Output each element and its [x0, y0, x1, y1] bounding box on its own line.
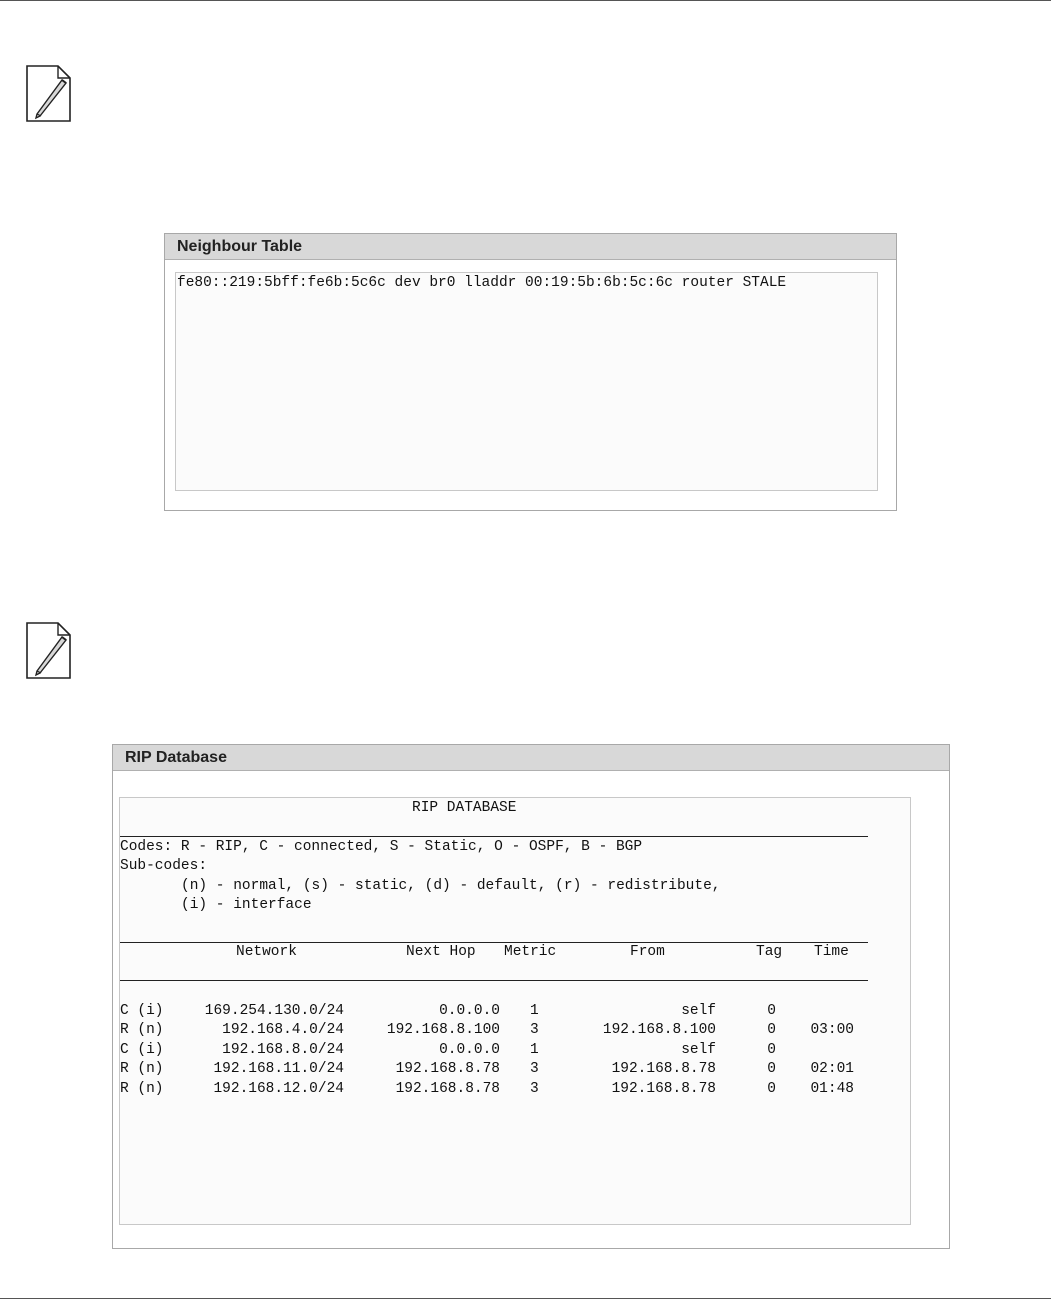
route-tag: 0	[767, 1022, 776, 1039]
route-next-hop: 0.0.0.0	[439, 1041, 500, 1058]
route-next-hop: 0.0.0.0	[439, 1002, 500, 1019]
rip-routes-table	[120, 1001, 854, 1099]
route-metric: 1	[530, 1002, 539, 1019]
subcodes-line: (i) - interface	[181, 897, 312, 913]
table-row	[120, 1040, 854, 1060]
rip-database-content	[120, 798, 870, 1099]
column-header	[120, 943, 236, 963]
route-tag: 0	[767, 1080, 776, 1097]
route-time: 03:00	[810, 1022, 854, 1039]
route-next-hop: 192.168.8.78	[395, 1061, 500, 1078]
table-header-row	[120, 943, 849, 963]
route-code: C (i)	[120, 1041, 164, 1058]
note-pencil-icon	[24, 621, 72, 681]
neighbour-entries	[176, 273, 877, 294]
route-time	[776, 1040, 854, 1060]
route-from: 192.168.8.78	[611, 1080, 716, 1097]
neighbour-entry: fe80::219:5bff:fe6b:5c6c dev br0 lladdr 00:19:5b:6b:5c:6c router STALE	[177, 275, 787, 291]
bottom-rule	[0, 1298, 1051, 1299]
table-row	[120, 1060, 854, 1080]
route-from: self	[681, 1041, 716, 1058]
route-from: 192.168.8.78	[611, 1061, 716, 1078]
column-header-next-hop: Next Hop	[406, 944, 476, 961]
route-network: 192.168.11.0/24	[213, 1061, 344, 1078]
route-next-hop: 192.168.8.78	[395, 1080, 500, 1097]
route-metric: 3	[530, 1022, 539, 1039]
rip-database-box	[119, 797, 911, 1225]
neighbour-table-box	[175, 272, 878, 491]
top-rule	[0, 0, 1051, 1]
neighbour-table-panel	[164, 233, 897, 511]
route-metric: 3	[530, 1080, 539, 1097]
route-network: 192.168.4.0/24	[222, 1022, 344, 1039]
route-tag: 0	[767, 1002, 776, 1019]
route-metric: 3	[530, 1061, 539, 1078]
subcodes-line: (n) - normal, (s) - static, (d) - default, (r) - redistribute,	[181, 877, 721, 894]
rip-database-panel	[112, 744, 950, 1249]
route-code: R (n)	[120, 1061, 164, 1078]
codes-line: Codes: R - RIP, C - connected, S - Static, O - OSPF, B - BGP	[120, 838, 643, 855]
route-tag: 0	[767, 1061, 776, 1078]
route-time	[776, 1001, 854, 1021]
route-from: 192.168.8.100	[602, 1022, 716, 1039]
rip-header-table	[120, 943, 849, 963]
column-header-from: From	[630, 944, 665, 961]
route-code: C (i)	[120, 1002, 164, 1019]
divider	[120, 836, 868, 837]
route-code: R (n)	[120, 1022, 164, 1039]
route-tag: 0	[767, 1041, 776, 1058]
column-header-network: Network	[236, 944, 297, 961]
panel-title: Neighbour Table	[165, 234, 896, 260]
route-metric: 1	[530, 1041, 539, 1058]
route-network: 169.254.130.0/24	[204, 1002, 344, 1019]
column-header-metric: Metric	[504, 944, 557, 961]
subcodes-label: Sub-codes:	[120, 858, 208, 874]
column-header-tag: Tag	[756, 944, 783, 961]
note-pencil-icon	[24, 64, 72, 124]
rip-heading: RIP DATABASE	[412, 800, 517, 816]
route-next-hop: 192.168.8.100	[386, 1022, 500, 1039]
table-row	[120, 1021, 854, 1041]
route-network: 192.168.12.0/24	[213, 1080, 344, 1097]
route-network: 192.168.8.0/24	[222, 1041, 344, 1058]
route-time: 01:48	[810, 1080, 854, 1097]
route-time: 02:01	[810, 1061, 854, 1078]
column-header-time: Time	[814, 944, 849, 961]
route-from: self	[681, 1002, 716, 1019]
route-code: R (n)	[120, 1080, 164, 1097]
panel-title: RIP Database	[113, 745, 949, 771]
table-row	[120, 1001, 854, 1021]
table-row	[120, 1079, 854, 1099]
